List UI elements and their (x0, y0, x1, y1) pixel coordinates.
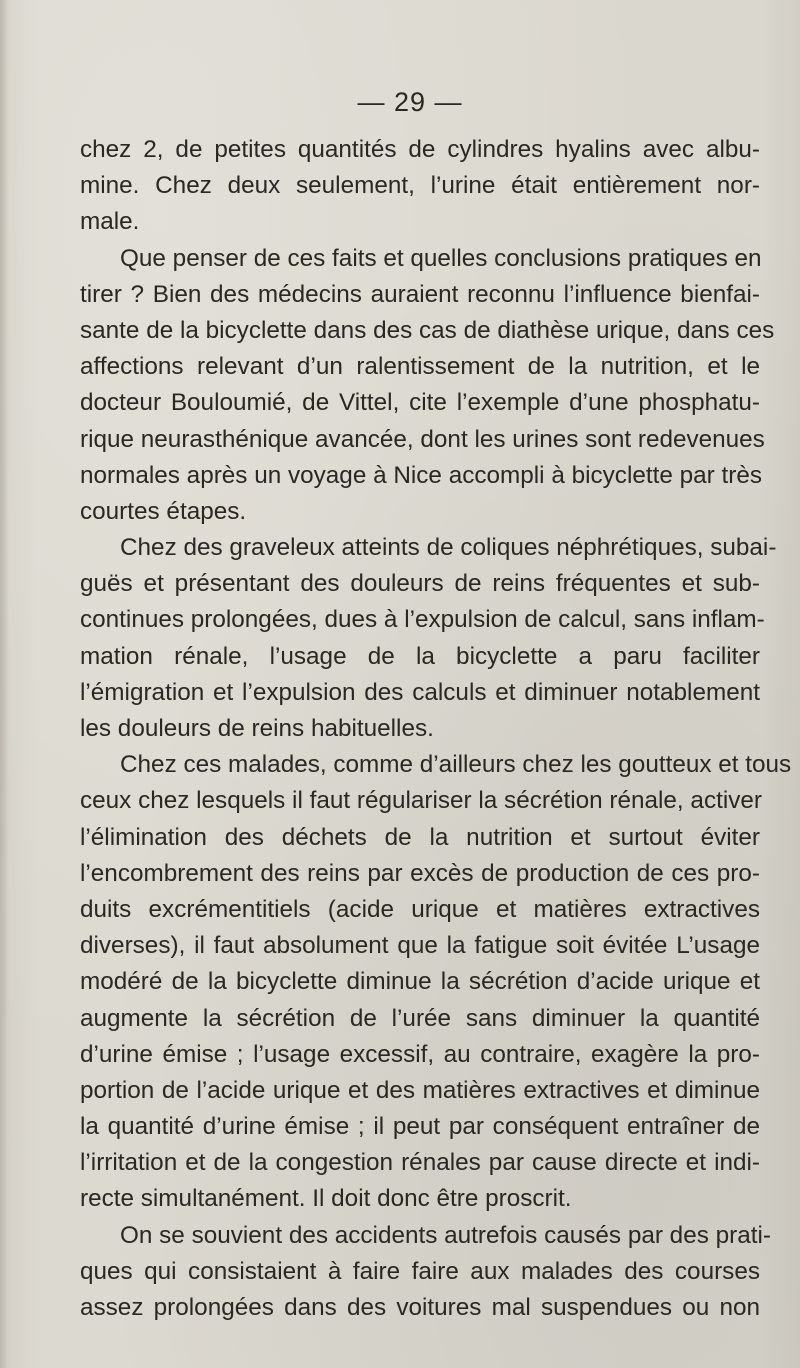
text-line: ques qui consistaient à faire faire aux malades des courses (80, 1257, 760, 1285)
page-number: — 29 — (357, 87, 463, 117)
text-line: courtes étapes. (80, 497, 247, 525)
text-line: d’urine émise ; l’usage excessif, au contraire, exagère la pro- (80, 1040, 760, 1068)
text-line: affections relevant d’un ralentissement de la nutrition, et le (80, 353, 760, 381)
text-line: la quantité d’urine émise ; il peut par conséquent entraîner de (80, 1113, 760, 1141)
text-line: augmente la sécrétion de l’urée sans diminuer la quantité (80, 1004, 760, 1032)
text-line: l’encombrement des reins par excès de production de ces pro- (80, 859, 760, 887)
text-line: mation rénale, l’usage de la bicyclette a paru faciliter (80, 642, 760, 670)
text-line: sante de la bicyclette dans des cas de diathèse urique, dans ces (80, 316, 775, 344)
text-line: l’émigration et l’expulsion des calculs et diminuer notablement (80, 678, 760, 706)
text-line: assez prolongées dans des voitures mal suspendues ou non (80, 1294, 760, 1321)
text-line: l’élimination des déchets de la nutrition et surtout éviter (80, 823, 760, 851)
text-line: On se souvient des accidents autrefois causés par des prati- (120, 1221, 771, 1249)
page-binding-shadow (0, 0, 8, 1368)
text-line: docteur Bouloumié, de Vittel, cite l’exemple d’une phosphatu- (80, 389, 760, 417)
text-line: Chez ces malades, comme d’ailleurs chez les goutteux et tous (120, 751, 792, 779)
text-line: male. (80, 208, 140, 236)
text-line: Chez des graveleux atteints de coliques néphrétiques, subai- (120, 534, 777, 562)
text-line: continues prolongées, dues à l’expulsion de calcul, sans inflam- (80, 606, 765, 634)
text-line: rique neurasthénique avancée, dont les urines sont redevenues (80, 425, 765, 453)
text-line: chez 2, de petites quantités de cylindres hyalins avec albu- (80, 136, 760, 163)
text-line: duits excrémentitiels (acide urique et matières extractives (80, 895, 760, 923)
text-line: normales après un voyage à Nice accompli à bicyclette par très (80, 461, 762, 489)
text-line: Que penser de ces faits et quelles conclusions pratiques en (120, 244, 762, 272)
text-line: diverses), il faut absolument que la fatigue soit évitée L’usage (80, 932, 760, 960)
body-text (80, 132, 792, 1326)
text-line: portion de l’acide urique et des matières extractives et diminue (80, 1076, 760, 1104)
text-line: l’irritation et de la congestion rénales par cause directe et indi- (80, 1149, 760, 1177)
text-line: mine. Chez deux seulement, l’urine était entièrement nor- (80, 172, 760, 200)
text-line: recte simultanément. Il doit donc être proscrit. (80, 1185, 572, 1213)
text-line: modéré de la bicyclette diminue la sécrétion d’acide urique et (80, 968, 760, 996)
text-line: guës et présentant des douleurs de reins fréquentes et sub- (80, 570, 760, 598)
text-line: ceux chez lesquels il faut régulariser la sécrétion rénale, activer (80, 787, 762, 815)
text-line: tirer ? Bien des médecins auraient reconnu l’influence bienfai- (80, 280, 760, 308)
text-line: les douleurs de reins habituelles. (80, 715, 434, 742)
